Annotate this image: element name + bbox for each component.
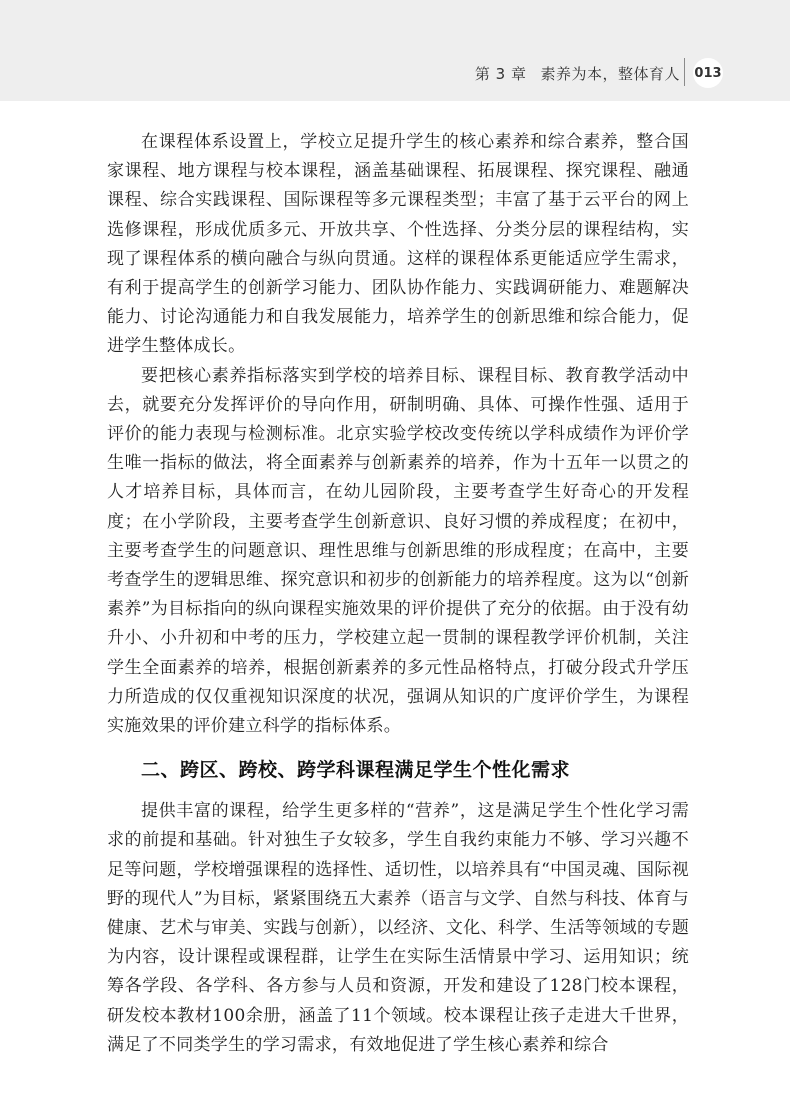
- paragraph: 要把核心素养指标落实到学校的培养目标、课程目标、教育教学活动中去，就要充分发挥评价的导向作用，研制明确、具体、可操作性强、适用于评价的能力表现与检测标准。北京实验学校改变传统以学科成绩作为评价学生唯一指标的做法，将全面素养与创新素养的培养，作为十五年一以贯之的人才培养目标，具体而言，在幼儿园阶段，主要考查学生好奇心的开发程度；在小学阶段，主要考查学生创新意识、良好习惯的养成程度；在初中，主要考查学生的问题意识、理性思维与创新思维的形成程度；在高中，主要考查学生的逻辑思维、探究意识和初步的创新能力的培养程度。这为以“创新素养”为目标指向的纵向课程实施效果的评价提供了充分的依据。由于没有幼升小、小升初和中考的压力，学校建立起一贯制的课程教学评价机制，关注学生全面素养的培养，根据创新素养的多元性品格特点，打破分段式升学压力所造成的仅仅重视知识深度的状况，强调从知识的广度评价学生，为课程实施效果的评价建立科学的指标体系。: [107, 365, 689, 737]
- page-number: 013: [693, 58, 723, 88]
- page-header: [0, 0, 790, 101]
- chapter-title: 素养为本，整体育人: [540, 65, 680, 83]
- page-body: [107, 128, 689, 1060]
- header-divider: [684, 58, 685, 86]
- running-head: [475, 63, 680, 84]
- paragraph: 提供丰富的课程，给学生更多样的“营养”，这是满足学生个性化学习需求的前提和基础。针对独生子女较多，学生自我约束能力不够、学习兴趣不足等问题，学校增强课程的选择性、适切性，以培养具有“中国灵魂、国际视野的现代人”为目标，紧紧围绕五大素养（语言与文学、自然与科技、体育与健康、艺术与审美、实践与创新），以经济、文化、科学、生活等领域的专题为内容，设计课程或课程群，让学生在实际生活情景中学习、运用知识；统筹各学段、各学科、各方参与人员和资源，开发和建设了128门校本课程，研发校本教材100余册，涵盖了11个领域。校本课程让孩子走进大千世界，满足了不同类学生的学习需求，有效地促进了学生核心素养和综合: [107, 801, 689, 1055]
- chapter-number: 第 3 章: [474, 65, 527, 83]
- section-heading: 二、跨区、跨校、跨学科课程满足学生个性化需求: [141, 759, 571, 782]
- paragraph: 在课程体系设置上，学校立足提升学生的核心素养和综合素养，整合国家课程、地方课程与校本课程，涵盖基础课程、拓展课程、探究课程、融通课程、综合实践课程、国际课程等多元课程类型；丰富了基于云平台的网上选修课程，形成优质多元、开放共享、个性选择、分类分层的课程结构，实现了课程体系的横向融合与纵向贯通。这样的课程体系更能适应学生需求，有利于提高学生的创新学习能力、团队协作能力、实践调研能力、难题解决能力、讨论沟通能力和自我发展能力，培养学生的创新思维和综合能力，促进学生整体成长。: [107, 132, 689, 357]
